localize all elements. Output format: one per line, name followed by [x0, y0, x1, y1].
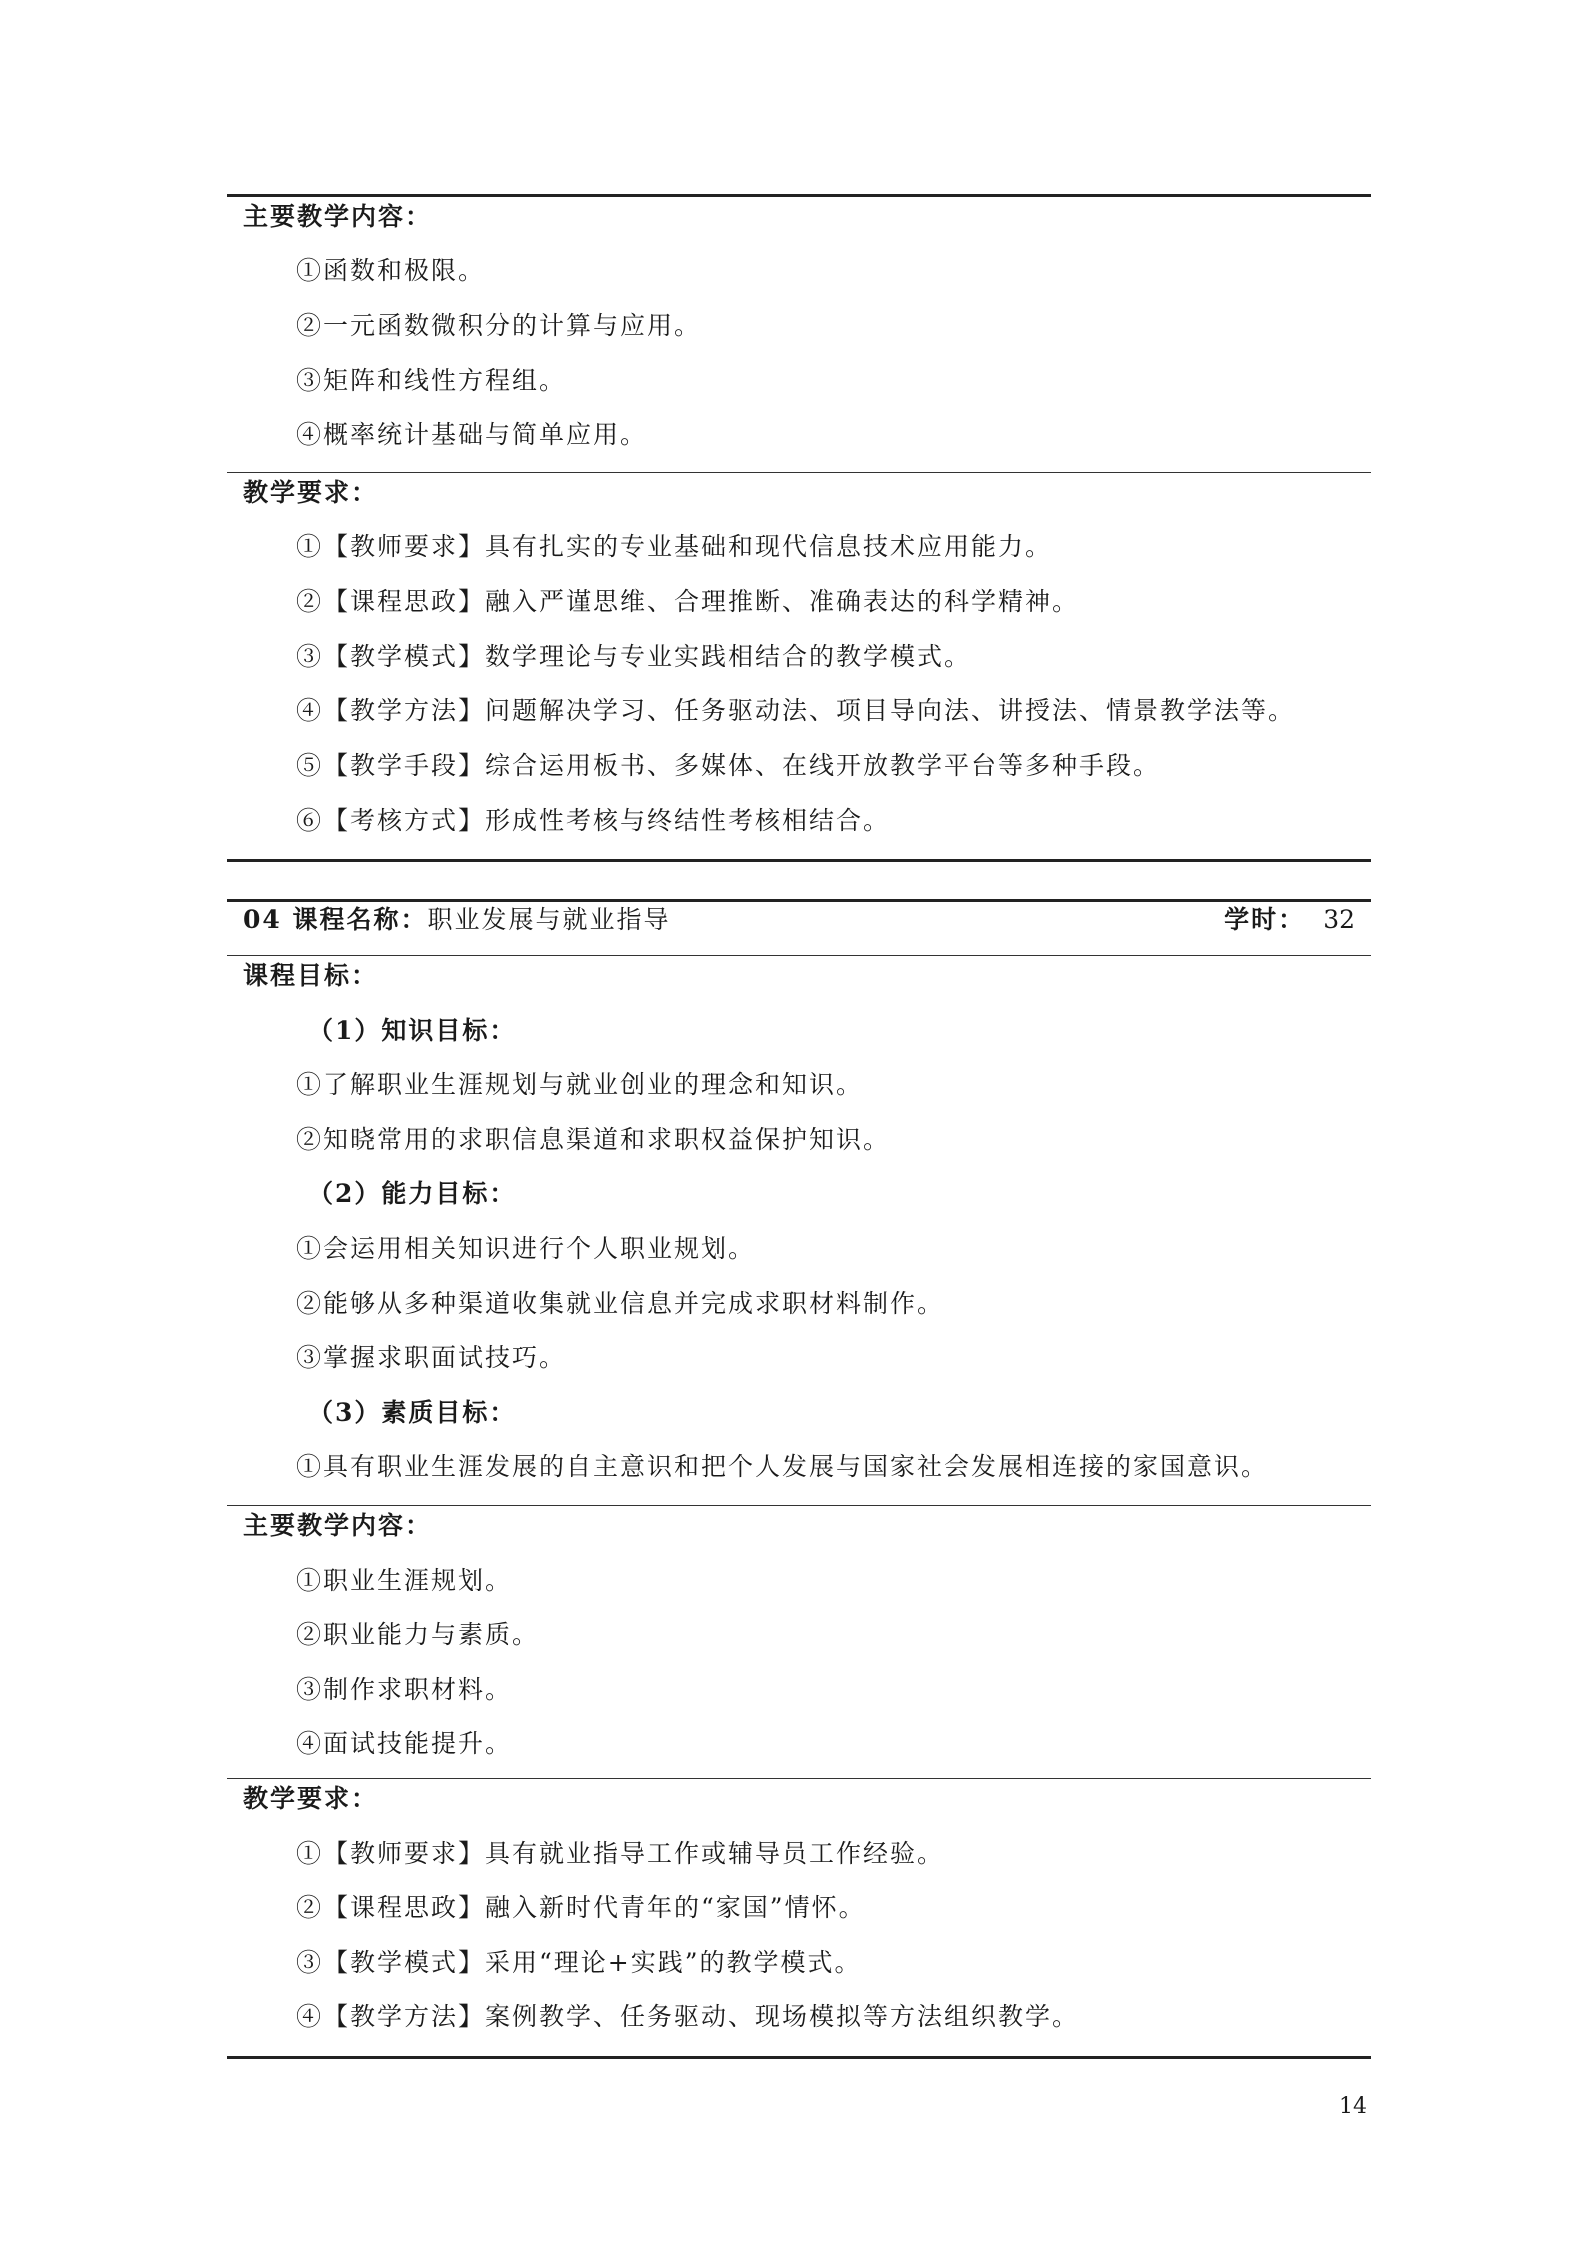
page-number: 14 [1339, 2094, 1367, 2119]
requirement-item: ⑥【考核方式】形成性考核与终结性考核相结合。 [296, 806, 891, 835]
knowledge-heading: （1）知识目标： [308, 1016, 517, 1045]
course-bottom-rule [227, 2056, 1371, 2059]
content-heading: 主要教学内容： [243, 202, 433, 231]
content-item: ③矩阵和线性方程组。 [296, 366, 567, 395]
course-name [243, 903, 671, 937]
goals-heading: 课程目标： [243, 961, 379, 990]
requirements-heading: 教学要求： [243, 1784, 379, 1813]
content-item: ①函数和极限。 [296, 256, 486, 285]
ability-heading: （2）能力目标： [308, 1179, 517, 1208]
content-item: ④面试技能提升。 [296, 1729, 513, 1758]
requirement-item: ④【教学方法】案例教学、任务驱动、现场模拟等方法组织教学。 [296, 2002, 1080, 2031]
section-divider [227, 1778, 1371, 1779]
course-top-rule [227, 899, 1371, 902]
requirement-item: ①【教师要求】具有就业指导工作或辅导员工作经验。 [296, 1839, 945, 1868]
requirement-item: ④【教学方法】问题解决学习、任务驱动法、项目导向法、讲授法、情景教学法等。 [296, 696, 1296, 725]
course-name-value: 职业发展与就业指导 [427, 905, 671, 934]
block-bottom-rule [227, 859, 1371, 862]
content-item: ④概率统计基础与简单应用。 [296, 420, 648, 449]
course-hours [1224, 903, 1355, 937]
course-hours-label: 学时： [1224, 905, 1306, 934]
quality-item: ①具有职业生涯发展的自主意识和把个人发展与国家社会发展相连接的家国意识。 [296, 1452, 1269, 1481]
course-name-label: 04 课程名称： [243, 905, 428, 934]
requirement-item: ③【教学模式】数学理论与专业实践相结合的教学模式。 [296, 642, 972, 671]
quality-heading: （3）素质目标： [308, 1398, 517, 1427]
content-heading: 主要教学内容： [243, 1511, 433, 1540]
knowledge-item: ②知晓常用的求职信息渠道和求职权益保护知识。 [296, 1125, 891, 1154]
requirements-heading: 教学要求： [243, 478, 379, 507]
content-item: ③制作求职材料。 [296, 1675, 513, 1704]
requirement-item: ①【教师要求】具有扎实的专业基础和现代信息技术应用能力。 [296, 532, 1053, 561]
section-divider [227, 472, 1371, 473]
section-divider [227, 955, 1371, 956]
top-rule [227, 194, 1371, 197]
knowledge-item: ①了解职业生涯规划与就业创业的理念和知识。 [296, 1070, 864, 1099]
requirement-item: ②【课程思政】融入严谨思维、合理推断、准确表达的科学精神。 [296, 587, 1080, 616]
ability-item: ③掌握求职面试技巧。 [296, 1343, 567, 1372]
content-item: ②一元函数微积分的计算与应用。 [296, 311, 702, 340]
content-item: ②职业能力与素质。 [296, 1620, 540, 1649]
requirement-item: ⑤【教学手段】综合运用板书、多媒体、在线开放教学平台等多种手段。 [296, 751, 1161, 780]
requirement-item: ③【教学模式】采用“理论+实践”的教学模式。 [296, 1948, 862, 1977]
ability-item: ②能够从多种渠道收集就业信息并完成求职材料制作。 [296, 1289, 945, 1318]
ability-item: ①会运用相关知识进行个人职业规划。 [296, 1234, 756, 1263]
requirement-item: ②【课程思政】融入新时代青年的“家国”情怀。 [296, 1893, 866, 1922]
section-divider [227, 1505, 1371, 1506]
content-item: ①职业生涯规划。 [296, 1566, 513, 1595]
course-hours-value: 32 [1323, 905, 1355, 934]
